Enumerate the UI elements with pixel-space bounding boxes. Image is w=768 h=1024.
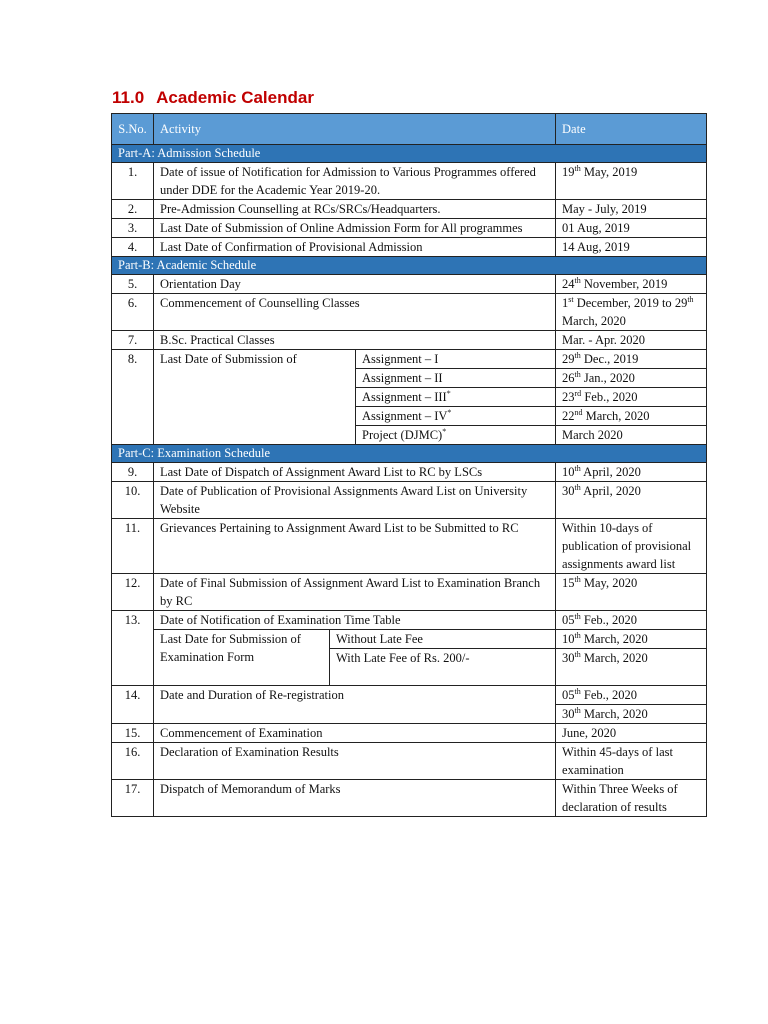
table-row	[112, 294, 707, 331]
date-cell: 14 Aug, 2019	[556, 238, 707, 257]
date-cell: 23rd Feb., 2020	[556, 388, 707, 407]
date-cell: 19th May, 2019	[556, 163, 707, 200]
row-number: 16.	[112, 743, 154, 780]
section-number: 11.0	[112, 88, 145, 107]
table-row	[112, 331, 707, 350]
date-cell: 01 Aug, 2019	[556, 219, 707, 238]
date-cell: Within Three Weeks of declaration of results	[556, 780, 707, 817]
table-row	[112, 686, 707, 705]
date-cell: 05th Feb., 2020	[556, 611, 707, 630]
part-a-heading: Part-A: Admission Schedule	[112, 145, 707, 163]
part-b-heading: Part-B: Academic Schedule	[112, 257, 707, 275]
table-row	[112, 238, 707, 257]
activity-cell: Date of Notification of Examination Time Table	[154, 611, 556, 630]
sub-activity-cell: With Late Fee of Rs. 200/-	[330, 649, 556, 686]
date-cell: 30th April, 2020	[556, 482, 707, 519]
date-cell: 22nd March, 2020	[556, 407, 707, 426]
sub-activity-cell: Assignment – I	[356, 350, 556, 369]
row-number: 1.	[112, 163, 154, 200]
part-c-row	[112, 445, 707, 463]
date-cell: Within 45-days of last examination	[556, 743, 707, 780]
part-b-row	[112, 257, 707, 275]
table-header-row	[112, 114, 707, 145]
table-row	[112, 200, 707, 219]
row-number: 12.	[112, 574, 154, 611]
date-cell: 24th November, 2019	[556, 275, 707, 294]
sub-activity-cell: Project (DJMC)*	[356, 426, 556, 445]
table-row	[112, 574, 707, 611]
table-row	[112, 219, 707, 238]
table-row	[112, 724, 707, 743]
row-number: 17.	[112, 780, 154, 817]
date-cell: Mar. - Apr. 2020	[556, 331, 707, 350]
header-sno: S.No.	[112, 114, 154, 145]
activity-cell: Commencement of Examination	[154, 724, 556, 743]
activity-cell: Dispatch of Memorandum of Marks	[154, 780, 556, 817]
activity-cell: Last Date of Submission of Online Admission Form for All programmes	[154, 219, 556, 238]
date-cell: 30th March, 2020	[556, 705, 707, 724]
row-number: 6.	[112, 294, 154, 331]
table-row	[112, 630, 707, 649]
activity-cell: Last Date of Dispatch of Assignment Award List to RC by LSCs	[154, 463, 556, 482]
date-cell: June, 2020	[556, 724, 707, 743]
table-row	[112, 780, 707, 817]
activity-cell: Commencement of Counselling Classes	[154, 294, 556, 331]
table-row	[112, 743, 707, 780]
page-title	[112, 88, 314, 108]
activity-cell: Date of Publication of Provisional Assignments Award List on University Website	[154, 482, 556, 519]
activity-cell: Orientation Day	[154, 275, 556, 294]
date-cell: 26th Jan., 2020	[556, 369, 707, 388]
activity-cell: Grievances Pertaining to Assignment Award List to be Submitted to RC	[154, 519, 556, 574]
activity-cell: Date of issue of Notification for Admission to Various Programmes offered under DDE for the Academic Year 2019-20.	[154, 163, 556, 200]
activity-cell: Declaration of Examination Results	[154, 743, 556, 780]
row-number: 9.	[112, 463, 154, 482]
date-cell: 29th Dec., 2019	[556, 350, 707, 369]
part-c-heading: Part-C: Examination Schedule	[112, 445, 707, 463]
row-number: 2.	[112, 200, 154, 219]
date-cell: 10th March, 2020	[556, 630, 707, 649]
sub-activity-cell: Assignment – IV*	[356, 407, 556, 426]
row-number: 15.	[112, 724, 154, 743]
date-cell: May - July, 2019	[556, 200, 707, 219]
activity-cell: Date and Duration of Re-registration	[154, 686, 556, 724]
section-title: Academic Calendar	[156, 88, 314, 107]
row-number: 13.	[112, 611, 154, 686]
table-row	[112, 463, 707, 482]
activity-cell: Date of Final Submission of Assignment Award List to Examination Branch by RC	[154, 574, 556, 611]
table-row	[112, 350, 707, 369]
date-cell: March 2020	[556, 426, 707, 445]
row-number: 11.	[112, 519, 154, 574]
table-row	[112, 482, 707, 519]
row-number: 14.	[112, 686, 154, 724]
header-date: Date	[556, 114, 707, 145]
activity-cell: Last Date of Confirmation of Provisional Admission	[154, 238, 556, 257]
activity-cell: Last Date of Submission of	[154, 350, 356, 445]
sub-activity-cell: Assignment – III*	[356, 388, 556, 407]
row-number: 8.	[112, 350, 154, 445]
header-activity: Activity	[154, 114, 556, 145]
date-cell: 05th Feb., 2020	[556, 686, 707, 705]
date-cell: 1st December, 2019 to 29th March, 2020	[556, 294, 707, 331]
table-row	[112, 519, 707, 574]
activity-cell: Last Date for Submission of Examination Form	[154, 630, 330, 686]
activity-cell: B.Sc. Practical Classes	[154, 331, 556, 350]
sub-activity-cell: Without Late Fee	[330, 630, 556, 649]
sub-activity-cell: Assignment – II	[356, 369, 556, 388]
row-number: 7.	[112, 331, 154, 350]
row-number: 4.	[112, 238, 154, 257]
date-cell: 10th April, 2020	[556, 463, 707, 482]
table-row	[112, 611, 707, 630]
row-number: 3.	[112, 219, 154, 238]
activity-cell: Pre-Admission Counselling at RCs/SRCs/Headquarters.	[154, 200, 556, 219]
row-number: 5.	[112, 275, 154, 294]
date-cell: 30th March, 2020	[556, 649, 707, 686]
academic-calendar-table	[111, 113, 707, 817]
date-cell: Within 10-days of publication of provisional assignments award list	[556, 519, 707, 574]
table-row	[112, 163, 707, 200]
row-number: 10.	[112, 482, 154, 519]
date-cell: 15th May, 2020	[556, 574, 707, 611]
part-a-row	[112, 145, 707, 163]
table-row	[112, 275, 707, 294]
